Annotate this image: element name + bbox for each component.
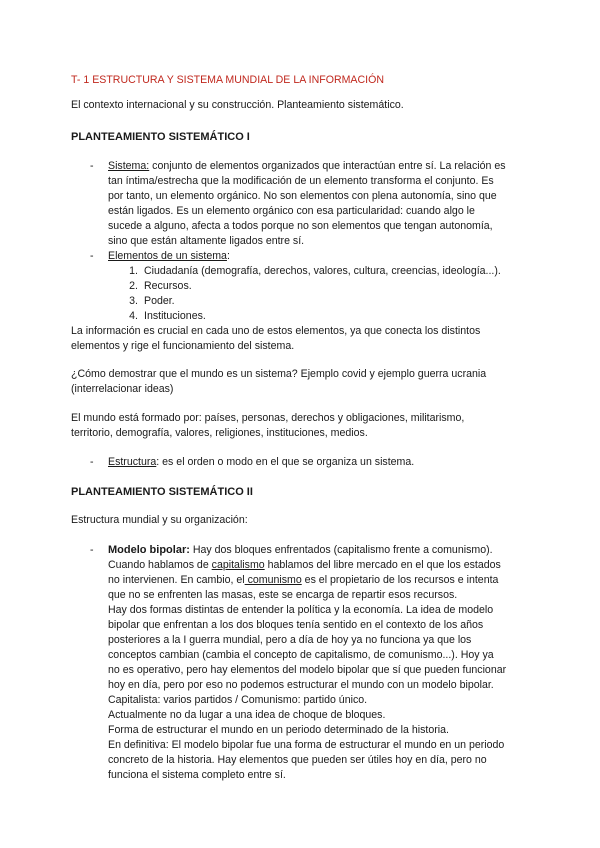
bullet-dash: -	[90, 250, 94, 262]
text-line: conjunto de elementos organizados que interactúan entre sí. La relación es	[149, 160, 506, 172]
bullet-dash: -	[90, 160, 94, 172]
comunismo-term: comunismo	[244, 574, 302, 586]
text-line: Capitalista: varios partidos / Comunismo: partido único.	[108, 694, 368, 706]
text-line: Hay dos formas distintas de entender la política y la economía. La idea de modelo	[108, 604, 494, 616]
text-line: La información es crucial en cada uno de estos elementos, ya que conecta los distintos	[71, 325, 481, 337]
text-line: Actualmente no da lugar a una idea de choque de bloques.	[108, 709, 386, 721]
estructura-term: Estructura	[108, 456, 157, 468]
section-heading-2: PLANTEAMIENTO SISTEMÁTICO II	[71, 486, 253, 498]
list-number: 4.	[129, 310, 138, 322]
text-line: elementos y rige el funcionamiento del sistema.	[71, 340, 295, 352]
text-line: que no se enfrenten las masas, este se encarga de repartir esos recursos.	[108, 589, 458, 601]
list-number: 3.	[129, 295, 138, 307]
text-line: están ligados. Es un elemento orgánico con esa particularidad: cuando algo le	[108, 205, 475, 217]
text-line: posteriores a la I guerra mundial, pero a día de hoy ya no funciona ya que los	[108, 634, 472, 646]
text-line: no es operativo, pero hay elementos del modelo bipolar que sí que pueden funcionar	[108, 664, 507, 676]
text-segment: Cuando hablamos de	[108, 559, 212, 571]
bipolar-term: Modelo bipolar:	[108, 544, 190, 556]
text-line: Forma de estructurar el mundo en un periodo determinado de la historia.	[108, 724, 449, 736]
list-item: Instituciones.	[144, 310, 206, 322]
document-title: T- 1 ESTRUCTURA Y SISTEMA MUNDIAL DE LA INFORMACIÓN	[71, 74, 384, 86]
section-heading-1: PLANTEAMIENTO SISTEMÁTICO I	[71, 131, 250, 143]
text-line	[108, 573, 498, 588]
list-number: 1.	[129, 265, 138, 277]
text-line: sucede a alguno, afecta a todos porque no son elementos que tengan autonomía,	[108, 220, 493, 232]
bullet-dash: -	[90, 456, 94, 468]
capitalismo-term: capitalismo	[211, 559, 265, 571]
sistema-term: Sistema:	[108, 160, 150, 172]
text-line: concreto de la historia. Hay elementos que pueden ser útiles hoy en día, pero no	[108, 754, 487, 766]
list-item: Ciudadanía (demografía, derechos, valores, cultura, creencias, ideología...).	[144, 265, 501, 277]
text-line: tan íntima/estrecha que la modificación de un elemento transforma el conjunto. Es	[108, 175, 494, 187]
text-line: bipolar que enfrentan a los dos bloques tenía sentido en el contexto de los años	[108, 619, 484, 631]
text-line	[108, 558, 501, 573]
sistema-paragraph	[108, 159, 526, 174]
text-line: El mundo está formado por: países, personas, derechos y obligaciones, militarismo,	[71, 412, 465, 424]
list-item: Recursos.	[144, 280, 192, 292]
text-line: sino que están altamente ligados entre sí.	[108, 235, 305, 247]
text-segment: hablamos del libre mercado en el que los estados	[264, 559, 501, 571]
bipolar-first-line	[108, 543, 493, 558]
estructura-line	[108, 455, 414, 470]
elementos-label	[108, 249, 230, 264]
estructura-definition: : es el orden o modo en el que se organiza un sistema.	[156, 456, 415, 468]
text-line: funciona el sistema completo entre sí.	[108, 769, 286, 781]
text-line: conceptos cambian (cambia el concepto de capitalismo, de comunismo...). Hoy ya	[108, 649, 494, 661]
text-segment: Hay dos bloques enfrentados (capitalismo frente a comunismo).	[189, 544, 493, 556]
text-line: En definitiva: El modelo bipolar fue una forma de estructurar el mundo en un periodo	[108, 739, 505, 751]
text-line: territorio, demografía, valores, religiones, instituciones, medios.	[71, 427, 368, 439]
list-number: 2.	[129, 280, 138, 292]
list-item: Poder.	[144, 295, 175, 307]
intro-text: El contexto internacional y su construcción. Planteamiento sistemático.	[71, 99, 404, 111]
bullet-dash: -	[90, 544, 94, 556]
text-segment: es el propietario de los recursos e intenta	[301, 574, 499, 586]
elementos-term: Elementos de un sistema	[108, 250, 227, 262]
colon: :	[226, 250, 230, 262]
text-line: ¿Cómo demostrar que el mundo es un sistema? Ejemplo covid y ejemplo guerra ucrania	[71, 368, 487, 380]
section2-intro: Estructura mundial y su organización:	[71, 514, 248, 526]
text-line: hoy en día, pero por eso no podemos estructurar el mundo con un modelo bipolar.	[108, 679, 494, 691]
text-segment: no intervienen. En cambio, el	[108, 574, 245, 586]
text-line: (interrelacionar ideas)	[71, 383, 174, 395]
text-line: por tanto, un elemento orgánico. No son elementos con plena autonomía, sino que	[108, 190, 497, 202]
